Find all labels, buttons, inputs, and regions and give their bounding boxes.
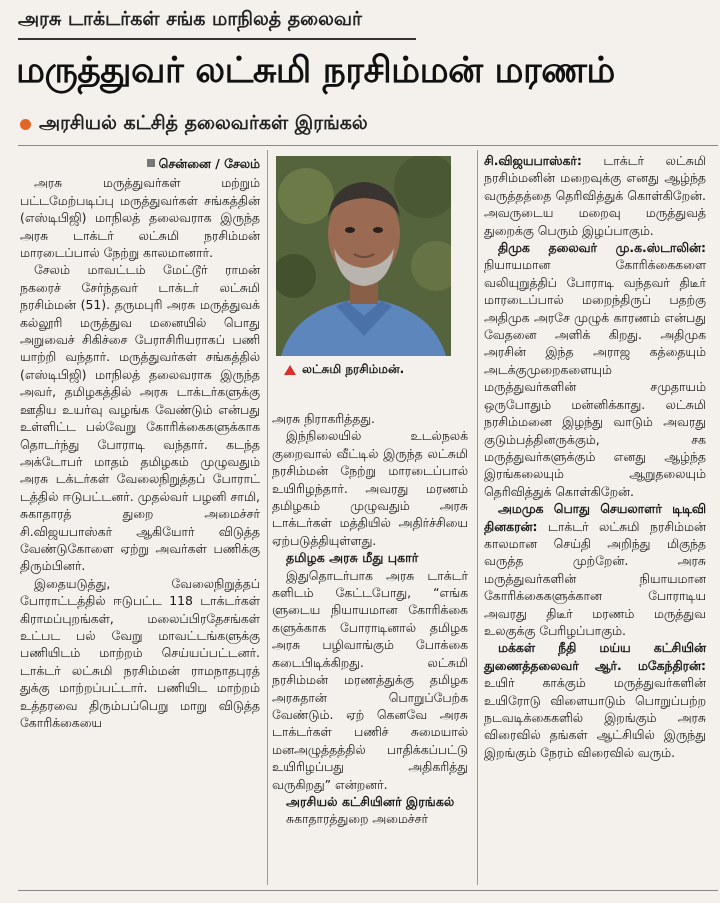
- column-divider-1: [267, 150, 268, 885]
- headline: மருத்துவர் லட்சுமி நரசிம்மன் மரணம்: [16, 50, 615, 91]
- speaker-name: சி.விஜயபாஸ்கர்:: [484, 153, 582, 168]
- speaker-name: அமமுக பொது செயலாளர் டிடிவி தினகரன்:: [484, 501, 706, 534]
- paragraph: இதுதொடர்பாக அரசு டாக்டர் களிடம் கேட்டபோது, “எங்க ளுடைய நியாயமான கோரிக்கை களுக்காக போராடினால் தமிழக அரசு பழிவாங்கும் போக்கை கடைபிடிக்கிறது. லட்சுமி நரசிம்மன் மரணத்துக்கு தமிழக அரசுதான் பொறுப்பேற்க வேண்டும். ஏற் கெனவே அரசு டாக்டர்கள் பணிச் சுமையால் மனஅழுத்தத்தில் பாதிக்கப்பட்டு உயிரிழப்பது அதிகரித்து வருகிறது” என்றனர்.: [272, 567, 468, 792]
- statement-text: டாக்டர் லட்சுமி நரசிம்மன் காலமான செய்தி அறிந்து மிகுந்த வருத்த முற்றேன். அரசு மருத்துவர்களின் நியாயமான கோரிக்கைகளுக்கான போராடிய அவரது திடீர் மரணம் மருத்துவ உலகுக்கு பேரிழப்பாகும்.: [484, 518, 706, 638]
- paragraph: சேலம் மாவட்டம் மேட்டூர் ராமன் நகரைச் சேர்ந்தவர் டாக்டர் லட்சுமி நரசிம்மன் (51). தருமபுரி அரசு மருத்துவக் கல்லூரி மருத்துவ மனையில் பொது அறுவைச் சிகிச்சை பேராசிரியராகப் பணி யாற்றி வந்தார். மருத்துவர்கள் சங்கத்தில் (எஸ்டிபிஜி) மாநிலத் தலைவராக இருந்த அவர், தமிழகத்தில் அரசு டாக்டர்களுக்கு ஊதிய உயர்வு வழங்க வேண்டும் என்பது உள்ளிட்ட பல்வேறு கோரிக்கைகளுக்காக தொடர்ந்து போராடி வந்தார். கடந்த அக்டோபர் மாதம் தமிழகம் முழுவதும் அரசு டக்டர்கள் வேலைநிறுத்தப் போராட் டத்தில் ஈடுபட்டனர். முதல்வர் பழனி சாமி, சுகாதாரத் துறை அமைச்சர் சி.விஜயபாஸ்கர் ஆகியோர் விடுத்த வேண்டுகோளை ஏற்று அவர்கள் பணிக்கு திரும்பினர்.: [20, 262, 260, 574]
- speaker-name: மக்கள் நீதி மய்ய கட்சியின் துணைத்தலைவர் ஆர். மகேந்திரன்:: [484, 640, 706, 673]
- statement-text: நியாயமான கோரிக்கைகளை வலியுறுத்திப் போராடி வந்தவர் திடீர் மாரடைப்பால் மறைந்திருப் பதற்கு அதிமுக அரசே முழுக் காரணம் என்பது வேதனை அளிக் கிறது. அதிமுக அரசின் இந்த அராஜ கத்தையும் அடக்குமுறைகளையும் மருத்துவர்களின் சமுதாயம் ஒருபோதும் மன்னிக்காது. லட்சுமி நரசிம்மனை இழந்து வாடும் அவரது குடும்பத்தினருக்கும், சக மருத்துவர்களுக்கும் எனது ஆழ்ந்த இரங்கலையும் ஆறுதலையும் தெரிவித்துக் கொள்கிறேன்.: [484, 257, 706, 499]
- dateline-text: சென்னை / சேலம்: [158, 156, 260, 171]
- article-column-3: [484, 152, 706, 761]
- top-divider: [18, 145, 718, 146]
- square-icon: [147, 159, 155, 167]
- bullet-icon: [20, 119, 31, 130]
- subhead: [20, 112, 368, 137]
- statement: [484, 500, 706, 639]
- bottom-divider: [18, 890, 718, 891]
- triangle-icon: [284, 365, 296, 375]
- kicker-underline: [18, 38, 416, 40]
- photo-caption: [284, 362, 404, 378]
- section-heading: தமிழக அரசு மீது புகார்: [286, 550, 419, 566]
- statement: [484, 639, 706, 761]
- section-heading: அரசியல் கட்சியினர் இரங்கல்: [286, 793, 455, 809]
- speaker-name: திமுக தலைவர் மு.க.ஸ்டாலின்:: [498, 240, 706, 256]
- subhead-text: அரசியல் கட்சித் தலைவர்கள் இரங்கல்: [39, 112, 368, 134]
- dateline: [20, 155, 260, 172]
- statement: [484, 152, 706, 239]
- article-column-1: [20, 155, 260, 731]
- paragraph: அரசு நிராகரித்தது.: [272, 411, 375, 426]
- column-divider-2: [477, 150, 478, 885]
- kicker: அரசு டாக்டர்கள் சங்க மாநிலத் தலைவர்: [18, 8, 362, 30]
- paragraph: இதையடுத்து, வேலைநிறுத்தப் போராட்டத்தில் ஈடுபட்ட 118 டாக்டர்கள் கிராமப்புறங்கள், மலைப்பிரதேசங்கள் உட்பட பல் வேறு மாவட்டங்களுக்கு பணியிடம் மாற்றம் செய்யப்பட்டனர். டாக்டர் லட்சுமி நரசிம்மன் ராமநாதபுரத் துக்கு மாற்றப்பட்டார். பணியிட மாற்றம் உத்தரவை திரும்பப்பெறு மாறு விடுத்த கோரிக்கையை: [20, 575, 260, 730]
- caption-text: லட்சுமி நரசிம்மன்.: [302, 362, 405, 376]
- portrait-photo: [276, 156, 451, 356]
- article-column-2: [272, 410, 468, 828]
- statement-text: டாக்டர் லட்சுமி நரசிம்மனின் மறைவுக்கு எனது ஆழ்ந்த வருத்தத்தை தெரிவித்துக் கொள்கிறேன். அவருடைய மறைவு மருத்துவத் துறைக்கு பெரும் இழப்பாகும்.: [484, 153, 706, 238]
- paragraph: சுகாதாரத்துறை அமைச்சர்: [286, 811, 429, 827]
- statement: [484, 239, 706, 500]
- paragraph: இந்நிலையில் உடல்நலக் குறைவால் வீட்டில் இருந்த லட்சுமி நரசிம்மன் நேற்று மாரடைப்பால் உயிரிழந்தார். அவரது மரணம் தமிழகம் முழுவதும் அரசு டாக்டர்கள் மத்தியில் அதிர்ச்சியை ஏற்படுத்தியுள்ளது.: [272, 428, 468, 548]
- statement-text: உயிர் காக்கும் மருத்துவர்களின் உயிரோடு விளையாடும் பொறுப்பற்ற நடவடிக்கைகளில் இறங்கும் அரசு விரைவில் தங்கள் ஆட்சியில் இருந்து இறங்கும் நேரம் விரைவில் வரும்.: [484, 675, 706, 760]
- paragraph: அரசு மருத்துவர்கள் மற்றும் பட்டமேற்படிப்பு மருத்துவர்கள் சங்கத்தின் (எஸ்டிபிஜி) மாநிலத் தலைவராக இருந்த அரசு டாக்டர் லட்சுமி நரசிம்மன் மாரடைப்பால் நேற்று காலமானார்.: [20, 175, 260, 261]
